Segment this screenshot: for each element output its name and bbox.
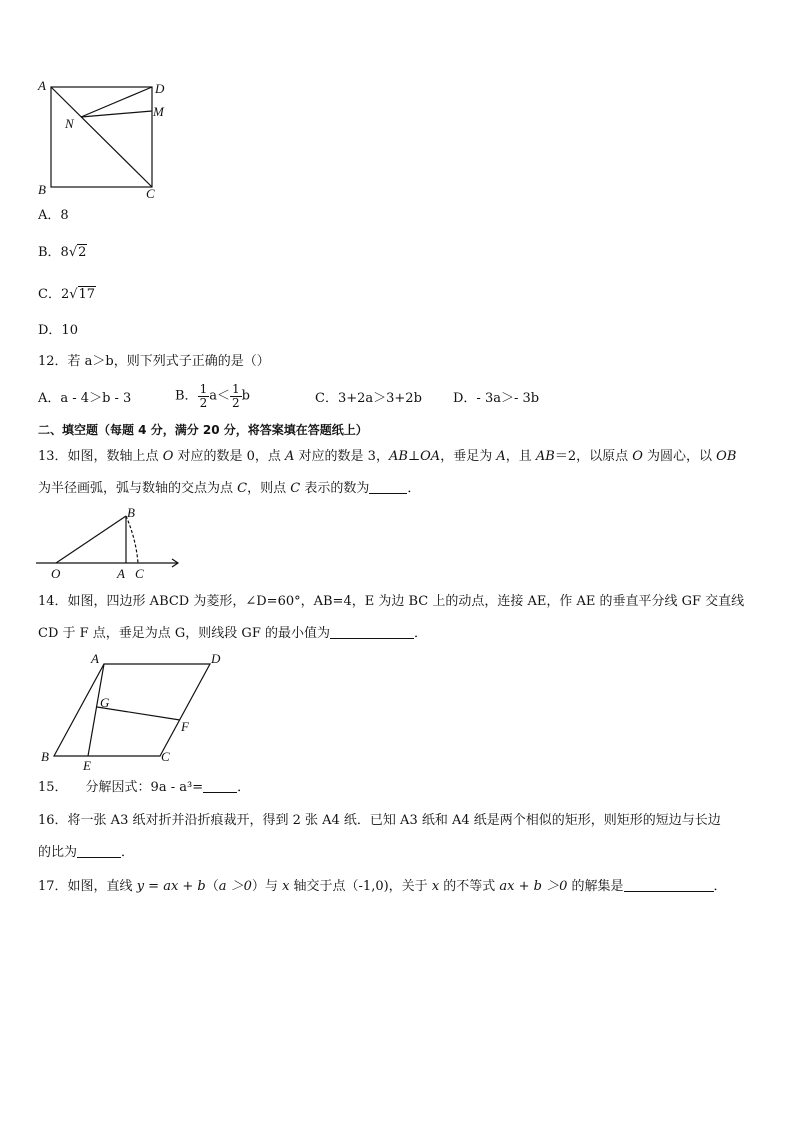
q13-text: 为圆心，以 xyxy=(642,449,717,464)
answer-blank[interactable] xyxy=(624,879,714,892)
q15-number: 15． xyxy=(38,780,68,795)
answer-blank[interactable] xyxy=(369,481,407,494)
q14-text: CD 于 F 点，垂足为点 G，则线段 GF 的最小值为 xyxy=(38,626,330,641)
q12-stem: 12．若 a＞b，则下列式子正确的是（） xyxy=(38,354,270,369)
fraction-half xyxy=(198,383,210,410)
q12-option-d: D．- 3a＞- 3b xyxy=(453,391,540,406)
q13-var: O xyxy=(632,449,643,464)
sqrt-symbol: √2 xyxy=(68,245,87,260)
q15 xyxy=(38,780,250,796)
figure-square-abcd xyxy=(30,74,180,204)
square-lines xyxy=(51,87,152,187)
q13-text: 对应的数是 0，点 xyxy=(173,449,286,464)
q12-option-b-end: b xyxy=(241,388,250,404)
answer-blank[interactable] xyxy=(77,845,121,858)
q17-text: （ xyxy=(205,879,219,894)
rhombus-abcd xyxy=(54,664,210,756)
q16-line1: 16．将一张 A3 纸对折并沿折痕裁开，得到 2 张 A4 纸．已知 A3 纸和 A4 纸是两个相似的矩形，则矩形的短边与长边 xyxy=(38,813,721,828)
q15-text: 分解因式：9a - a³= xyxy=(85,780,204,795)
figure-number-line xyxy=(30,503,190,583)
q11-option-b-prefix: B．8 xyxy=(38,245,69,260)
answer-blank[interactable] xyxy=(330,626,414,639)
q13-text: ＝2，以原点 xyxy=(554,449,633,464)
q15-text: ． xyxy=(237,780,251,795)
fraction-numerator: 1 xyxy=(231,382,240,396)
q14-line1: 14．如图，四边形 ABCD 为菱形，∠D=60°，AB=4，E 为边 BC 上的动点，连接 AE，作 AE 的垂直平分线 GF 交直线 xyxy=(38,594,745,609)
label-b: B xyxy=(41,749,49,764)
q14-line2 xyxy=(38,626,427,642)
q13-var: AB⊥OA xyxy=(388,449,441,464)
q13-text: ． xyxy=(407,481,421,496)
q13-var: AB xyxy=(535,449,555,464)
q17-var: x xyxy=(282,879,290,894)
label-c: C xyxy=(146,186,155,201)
segment-ob xyxy=(56,516,126,563)
answer-blank[interactable] xyxy=(203,780,237,793)
q13-text: 表示的数为 xyxy=(300,481,370,496)
q13-var: C xyxy=(237,481,248,496)
label-m: M xyxy=(153,104,164,119)
q13-var: C xyxy=(290,481,301,496)
q16-text: ． xyxy=(121,845,135,860)
label-f: F xyxy=(181,719,189,734)
fraction-denominator: 2 xyxy=(231,396,240,410)
q11-option-b-radicand: 2 xyxy=(78,245,87,260)
q17-text: ． xyxy=(713,879,727,894)
q13-var: A xyxy=(285,449,295,464)
q13-text: 13．如图，数轴上点 xyxy=(38,449,163,464)
q17-equation: y = ax + b xyxy=(136,879,206,894)
fraction-denominator: 2 xyxy=(199,396,208,410)
q17-text: 17．如图，直线 xyxy=(38,879,137,894)
label-a: A xyxy=(38,78,46,93)
q13-text: ，则点 xyxy=(247,481,291,496)
q12-option-b-mid: a＜ xyxy=(209,388,230,404)
q11-option-c xyxy=(38,287,96,303)
q13-line2 xyxy=(38,481,420,497)
label-e: E xyxy=(83,758,91,773)
q12-option-c: C．3+2a＞3+2b xyxy=(315,391,422,406)
label-b: B xyxy=(38,182,46,197)
label-b: B xyxy=(127,505,135,520)
diagonal-ac xyxy=(51,87,152,187)
q13-text: 对应的数是 3， xyxy=(294,449,389,464)
q11-option-c-radicand: 17 xyxy=(78,287,96,302)
section-title: 二、填空题（每题 4 分，满分 20 分，将答案填在答题纸上） xyxy=(38,423,368,437)
label-d: D xyxy=(211,651,221,666)
segment-gf xyxy=(97,707,180,720)
q16-line2 xyxy=(38,845,134,861)
q11-option-c-prefix: C．2 xyxy=(38,287,70,302)
label-o: O xyxy=(51,566,61,581)
label-g: G xyxy=(100,695,110,710)
q11-option-a: A．8 xyxy=(38,208,69,223)
q13-text: ，且 xyxy=(505,449,536,464)
q13-text: 为半径画弧，弧与数轴的交点为点 xyxy=(38,481,238,496)
q13-var: O xyxy=(162,449,174,464)
q16-text: 的比为 xyxy=(38,845,78,860)
arc-bc xyxy=(126,516,138,563)
q17-var: x xyxy=(431,879,440,894)
q12-option-b xyxy=(175,383,250,410)
label-n: N xyxy=(65,116,74,131)
q17-text: 的解集是 xyxy=(567,879,624,894)
q17-text: 的不等式 xyxy=(439,879,500,894)
q12-option-b-label: B． xyxy=(175,388,198,404)
label-c: C xyxy=(161,749,170,764)
sqrt-symbol: √17 xyxy=(69,287,96,302)
q17-inequality: ax + b ＞0 xyxy=(499,879,568,894)
label-c: C xyxy=(135,566,144,581)
q13-var: A xyxy=(496,449,506,464)
label-a: A xyxy=(91,651,99,666)
q12-option-a: A．a - 4＞b - 3 xyxy=(38,391,132,406)
fraction-half xyxy=(230,383,242,410)
fraction-numerator: 1 xyxy=(199,382,208,396)
q13-text: ，垂足为 xyxy=(440,449,497,464)
q17-condition: a ＞0 xyxy=(218,879,252,894)
q13-var: OB xyxy=(716,449,737,464)
q13-line1 xyxy=(38,449,736,465)
q17-text: 轴交于点（-1,0)，关于 xyxy=(289,879,432,894)
label-a: A xyxy=(117,566,125,581)
q17-text: ）与 xyxy=(251,879,283,894)
figure-rhombus xyxy=(34,650,234,775)
q17 xyxy=(38,879,727,895)
q11-option-b xyxy=(38,245,87,261)
q14-text: ． xyxy=(413,626,427,641)
q11-option-d: D．10 xyxy=(38,323,78,338)
label-d: D xyxy=(155,81,165,96)
